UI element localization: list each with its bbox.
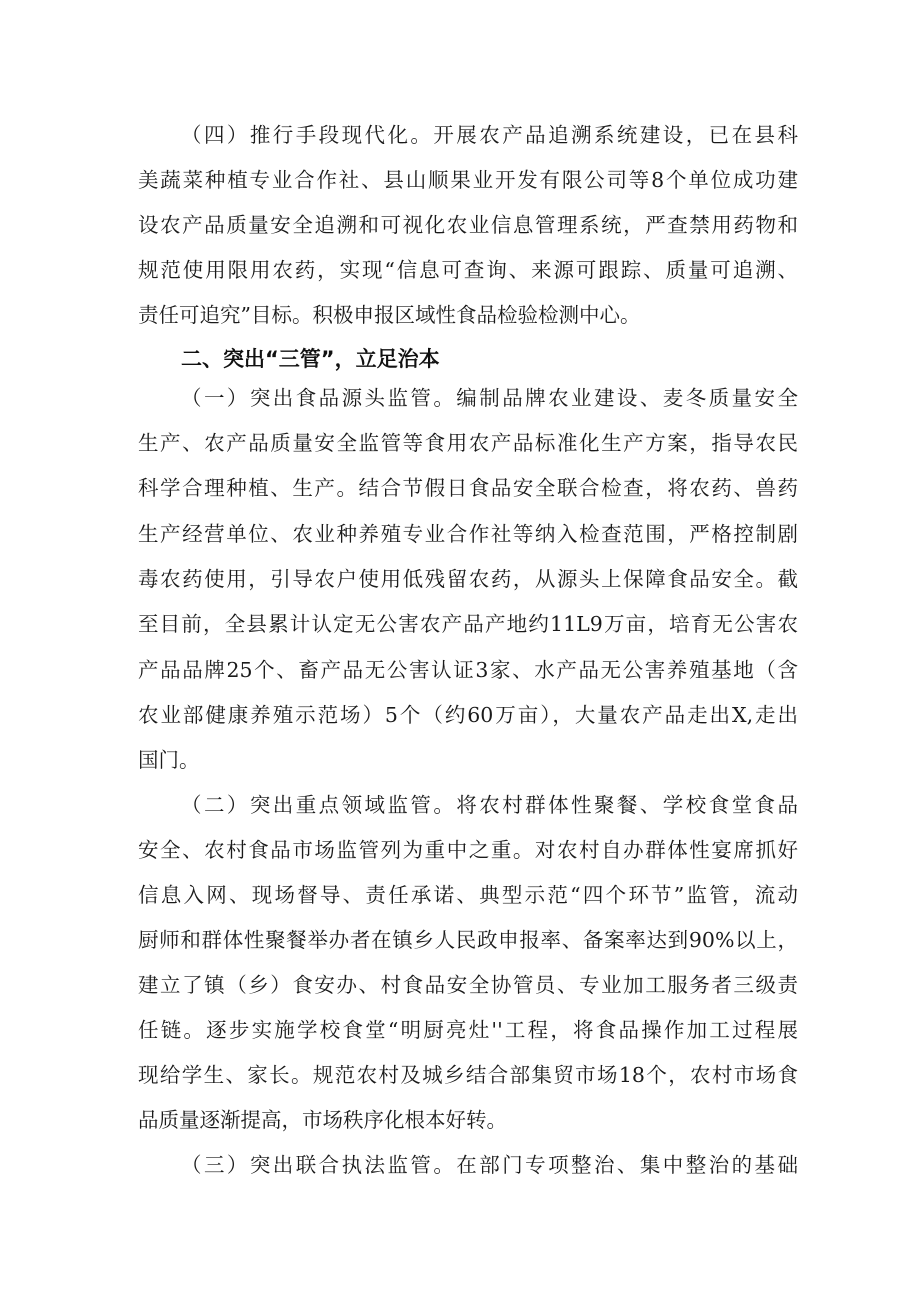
paragraph-four-line: 美蔬菜种植专业合作社、县山顺果业开发有限公司等8个单位成功建 <box>138 168 798 192</box>
paragraph-four-line: 设农产品质量安全追溯和可视化农业信息管理系统，严查禁用药物和 <box>138 213 798 237</box>
section-heading: 二、突出“三管”，立足治本 <box>181 347 440 371</box>
paragraph-two-line: （二）突出重点领域监管。将农村群体性聚餐、学校食堂食品 <box>181 793 798 817</box>
paragraph-one-line: 产品品牌25个、畜产品无公害认证3家、水产品无公害养殖基地（含 <box>138 658 798 682</box>
paragraph-two-line: 任链。逐步实施学校食堂“明厨亮灶''工程，将食品操作加工过程展 <box>138 1018 798 1042</box>
paragraph-one-line: 国门。 <box>138 748 200 772</box>
paragraph-two-line: 信息入网、现场督导、责任承诺、典型示范“四个环节”监管，流动 <box>138 883 798 907</box>
paragraph-one-line: 至目前，全县累计认定无公害农产品产地约11L9万亩，培育无公害农 <box>138 612 798 636</box>
paragraph-two-line: 品质量逐渐提高，市场秩序化根本好转。 <box>138 1108 507 1132</box>
paragraph-two-line: 现给学生、家长。规范农村及城乡结合部集贸市场18个，农村市场食 <box>138 1063 798 1087</box>
paragraph-one-line: （一）突出食品源头监管。编制品牌农业建设、麦冬质量安全 <box>181 386 798 410</box>
paragraph-one-line: 科学合理种植、生产。结合节假日食品安全联合检查，将农药、兽药 <box>138 476 798 500</box>
paragraph-two-line: 厨师和群体性聚餐举办者在镇乡人民政申报率、备案率达到90%以上， <box>138 928 798 952</box>
paragraph-one-line: 农业部健康养殖示范场）5个（约60万亩），大量农产品走出X,走出 <box>138 703 798 727</box>
paragraph-one-line: 毒农药使用，引导农户使用低残留农药，从源头上保障食品安全。截 <box>138 567 798 591</box>
paragraph-two-line: 建立了镇（乡）食安办、村食品安全协管员、专业加工服务者三级责 <box>138 973 798 997</box>
paragraph-four-line: 规范使用限用农药，实现“信息可查询、来源可跟踪、质量可追溯、 <box>138 258 798 282</box>
paragraph-three-line: （三）突出联合执法监管。在部门专项整治、集中整治的基础 <box>181 1153 798 1177</box>
paragraph-four-line: （四）推行手段现代化。开展农产品追溯系统建设，已在县科 <box>181 123 798 147</box>
paragraph-two-line: 安全、农村食品市场监管列为重中之重。对农村自办群体性宴席抓好 <box>138 838 798 862</box>
paragraph-four-line: 责任可追究”目标。积极申报区域性食品检验检测中心。 <box>138 303 641 327</box>
paragraph-one-line: 生产经营单位、农业种养殖专业合作社等纳入检查范围，严格控制剧 <box>138 522 798 546</box>
paragraph-one-line: 生产、农产品质量安全监管等食用农产品标准化生产方案，指导农民 <box>138 431 798 455</box>
